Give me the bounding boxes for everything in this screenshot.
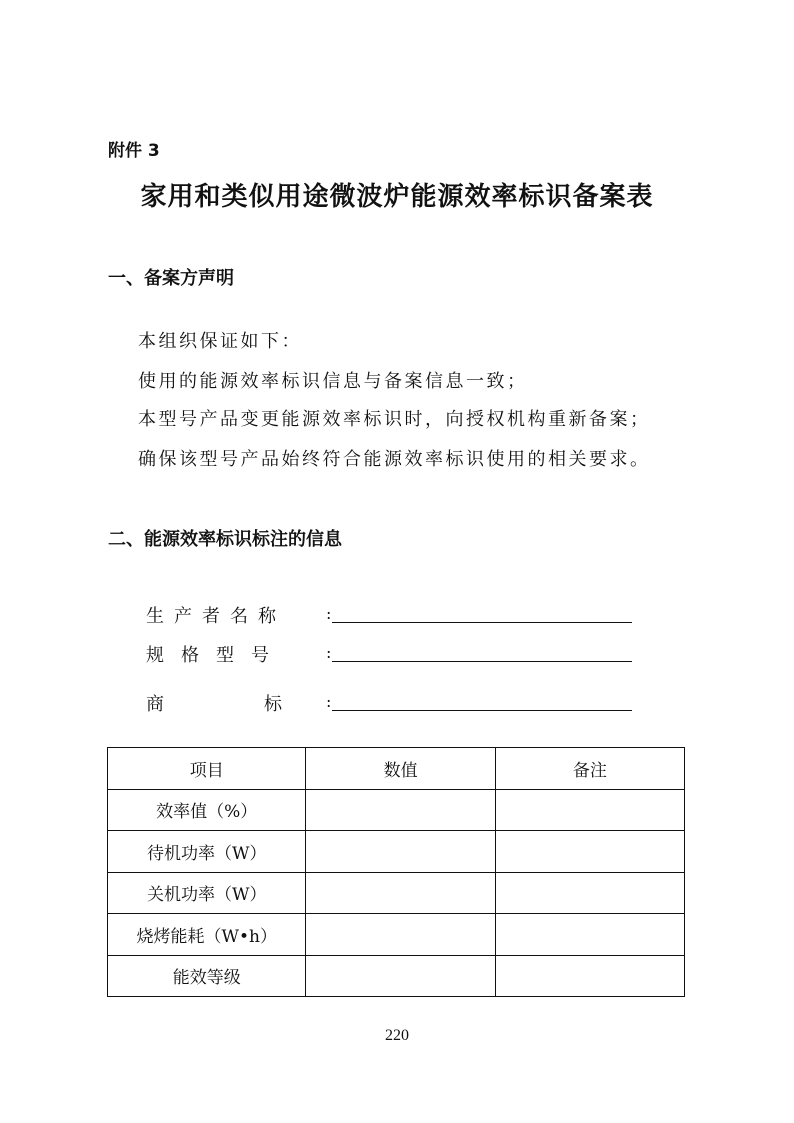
- trademark-label: [146, 690, 282, 716]
- column-header-value: 数值: [306, 748, 495, 790]
- field-colon: :: [326, 692, 332, 711]
- declaration-statement: 本组织保证如下：: [138, 331, 302, 352]
- section-heading-declaration: 一、备案方声明: [108, 268, 234, 289]
- attachment-label: 附件 3: [108, 141, 160, 161]
- value-cell[interactable]: [306, 789, 495, 831]
- field-colon: :: [326, 643, 332, 662]
- model-spec-field[interactable]: [332, 661, 632, 662]
- field-colon: :: [326, 604, 332, 623]
- page-number: 220: [385, 1027, 409, 1044]
- note-cell[interactable]: [495, 955, 684, 997]
- table-row: [108, 831, 685, 873]
- energy-info-table: [107, 747, 685, 997]
- column-header-item: 项目: [108, 748, 306, 790]
- trademark-label-part: 商: [146, 694, 164, 715]
- column-header-note: 备注: [495, 748, 684, 790]
- table-row: [108, 789, 685, 831]
- note-cell[interactable]: [495, 831, 684, 873]
- note-cell[interactable]: [495, 914, 684, 956]
- row-item-label: 能效等级: [108, 955, 306, 997]
- note-cell[interactable]: [495, 789, 684, 831]
- trademark-label-part: 标: [264, 694, 282, 715]
- table-row: [108, 914, 685, 956]
- note-cell[interactable]: [495, 872, 684, 914]
- manufacturer-name-field[interactable]: [332, 622, 632, 623]
- table-row: [108, 872, 685, 914]
- table-row: [108, 955, 685, 997]
- declaration-statement: 确保该型号产品始终符合能源效率标识使用的相关要求。: [138, 449, 651, 470]
- model-spec-label: 规格型号: [146, 645, 286, 666]
- row-item-label: 效率值（%）: [108, 789, 306, 831]
- declaration-statement: 使用的能源效率标识信息与备案信息一致；: [138, 371, 528, 392]
- row-item-label: 关机功率（W）: [108, 872, 306, 914]
- value-cell[interactable]: [306, 955, 495, 997]
- value-cell[interactable]: [306, 914, 495, 956]
- row-item-label: 烧烤能耗（W•h）: [108, 914, 306, 956]
- section-heading-label-info: 二、能源效率标识标注的信息: [108, 529, 342, 550]
- value-cell[interactable]: [306, 831, 495, 873]
- document-title: 家用和类似用途微波炉能源效率标识备案表: [140, 182, 654, 212]
- row-item-label: 待机功率（W）: [108, 831, 306, 873]
- trademark-field[interactable]: [332, 710, 632, 711]
- table-header-row: [108, 748, 685, 790]
- value-cell[interactable]: [306, 872, 495, 914]
- declaration-statement: 本型号产品变更能源效率标识时，向授权机构重新备案；: [138, 409, 651, 430]
- manufacturer-name-label: 生产者名称: [146, 606, 286, 627]
